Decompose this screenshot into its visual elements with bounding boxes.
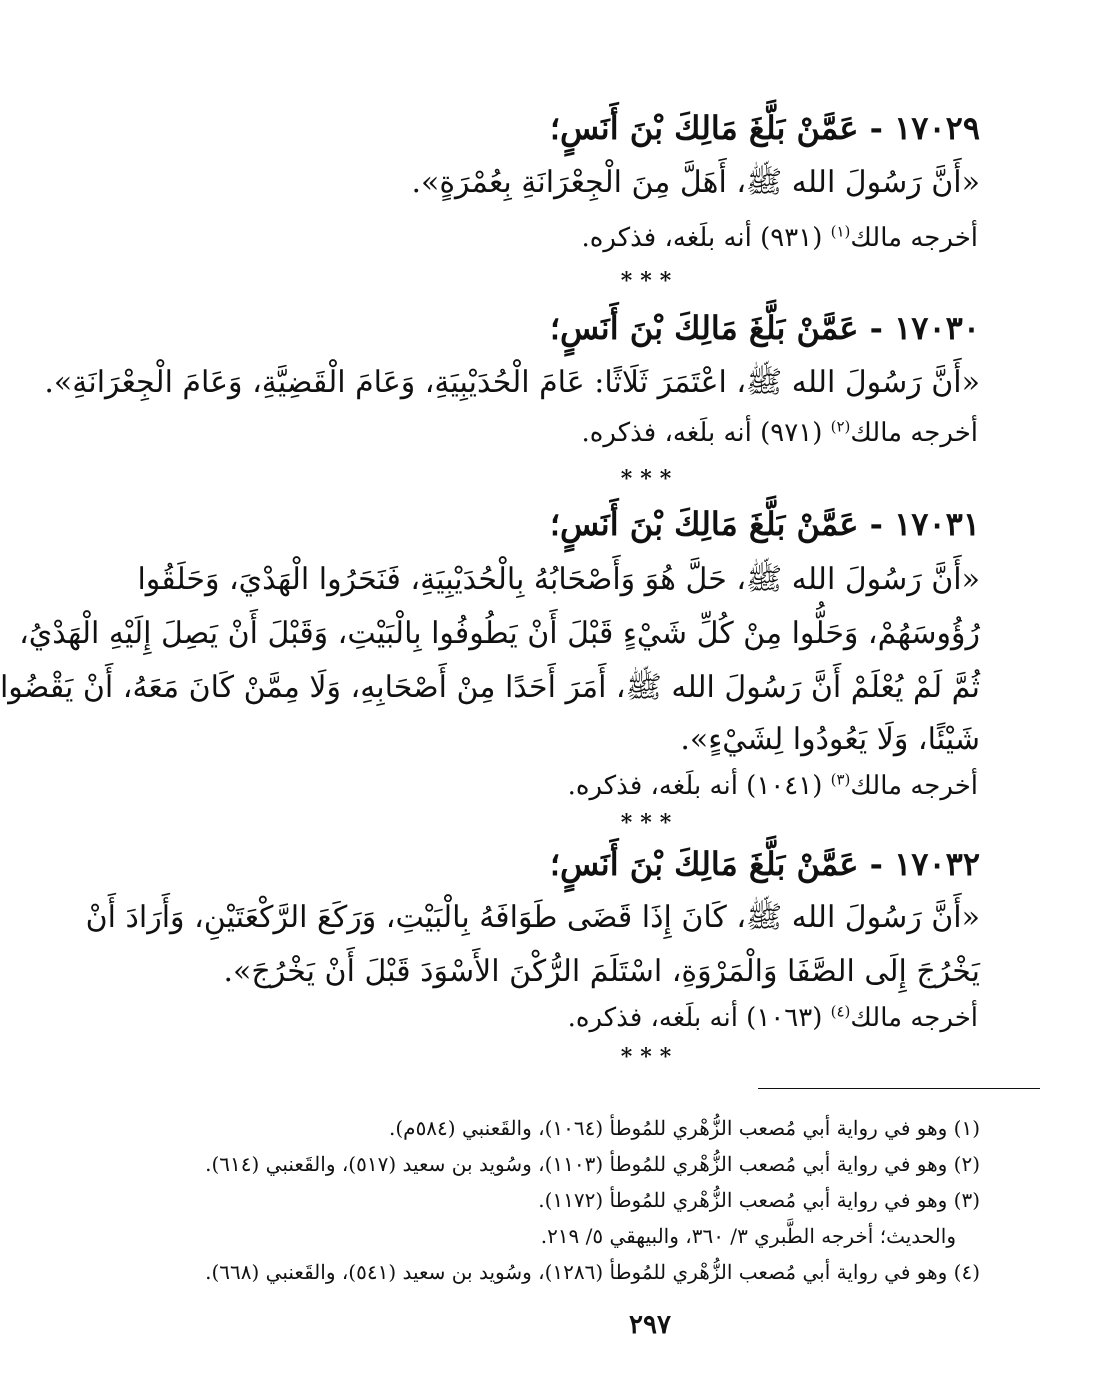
dash: -	[869, 845, 883, 883]
dash: -	[869, 505, 883, 543]
footnote: (٤) وهو في رواية أبي مُصعب الزُّهْري للمُوطأ (١٢٨٦)، وسُويد بن سعيد (٥٤١)، والقَعنبي (٦٦٨).	[205, 1260, 980, 1284]
hadith-text-line: رُؤُوسَهُمْ، وَحَلُّوا مِنْ كُلِّ شَيْءٍ قَبْلَ أَنْ يَطُوفُوا بِالْبَيْتِ، وَقَبْلَ أَنْ يَصِلَ إِلَيْهِ الْهَدْيُ،	[19, 616, 980, 651]
hadith-isnad: عَمَّنْ بَلَّغَ مَالِكَ بْنَ أَنَسٍ؛	[549, 309, 859, 347]
hadith-heading	[314, 300, 980, 356]
hadith-heading	[314, 100, 980, 156]
section-separator: ***	[620, 466, 680, 492]
source-prefix: أخرجه مالك	[850, 223, 978, 253]
footnote: والحديث؛ أخرجه الطَّبري ٣/ ٣٦٠، والبيهقي ٥/ ٢١٩.	[540, 1224, 956, 1248]
hadith-text-line: «أَنَّ رَسُولَ الله ﷺ، حَلَّ هُوَ وَأَصْحَابُهُ بِالْحُدَيْبِيَةِ، فَنَحَرُوا الْهَدْيَ، وَحَلَقُوا	[137, 562, 980, 597]
hadith-isnad: عَمَّنْ بَلَّغَ مَالِكَ بْنَ أَنَسٍ؛	[549, 845, 859, 883]
hadith-number: ١٧٠٣٠	[894, 309, 980, 347]
source-prefix: أخرجه مالك	[850, 418, 978, 448]
section-separator: ***	[620, 1044, 680, 1070]
footnote-ref: (٤)	[830, 1002, 851, 1021]
hadith-number: ١٧٠٣٢	[894, 845, 980, 883]
hadith-text-line: «أَنَّ رَسُولَ الله ﷺ، أَهَلَّ مِنَ الْجِعْرَانَةِ بِعُمْرَةٍ».	[411, 165, 980, 200]
footnote: (٢) وهو في رواية أبي مُصعب الزُّهْري للمُوطأ (١١٠٣)، وسُويد بن سعيد (٥١٧)، والقَعنبي (٦١٤).	[205, 1152, 980, 1176]
hadith-number: ١٧٠٢٩	[894, 109, 980, 147]
hadith-source	[314, 758, 978, 814]
source-prefix: أخرجه مالك	[850, 1003, 978, 1033]
footnote-divider	[758, 1088, 1040, 1089]
section-separator: ***	[620, 810, 680, 836]
hadith-source	[314, 405, 978, 461]
hadith-text-line: شَيْئًا، وَلَا يَعُودُوا لِشَيْءٍ».	[680, 722, 980, 757]
hadith-number: ١٧٠٣١	[894, 505, 980, 543]
source-suffix: (٩٣١) أنه بلَغه، فذكره.	[581, 223, 823, 253]
source-suffix: (١٠٦٣) أنه بلَغه، فذكره.	[567, 1003, 823, 1033]
footnote-ref: (١)	[830, 222, 851, 241]
hadith-text-line: «أَنَّ رَسُولَ الله ﷺ، اعْتَمَرَ ثَلَاثًا: عَامَ الْحُدَيْبِيَةِ، وَعَامَ الْقَضِيَّةِ، وَعَامَ الْجِعْرَانَةِ».	[44, 365, 980, 400]
footnote-ref: (٢)	[830, 417, 851, 436]
footnote: (٣) وهو في رواية أبي مُصعب الزُّهْري للمُوطأ (١١٧٢).	[538, 1188, 980, 1212]
hadith-text-line: «أَنَّ رَسُولَ الله ﷺ، كَانَ إِذَا قَضَى طَوَافَهُ بِالْبَيْتِ، وَرَكَعَ الرَّكْعَتَيْنِ، وَأَرَادَ أَنْ	[85, 900, 980, 935]
hadith-text-line: يَخْرُجَ إِلَى الصَّفَا وَالْمَرْوَةِ، اسْتَلَمَ الرُّكْنَ الأَسْوَدَ قَبْلَ أَنْ يَخْرُجَ».	[223, 954, 980, 989]
dash: -	[869, 109, 883, 147]
source-suffix: (٩٧١) أنه بلَغه، فذكره.	[581, 418, 823, 448]
hadith-source	[314, 210, 978, 266]
hadith-isnad: عَمَّنْ بَلَّغَ مَالِكَ بْنَ أَنَسٍ؛	[549, 109, 859, 147]
hadith-isnad: عَمَّنْ بَلَّغَ مَالِكَ بْنَ أَنَسٍ؛	[549, 505, 859, 543]
hadith-text-line: ثُمَّ لَمْ يُعْلَمْ أَنَّ رَسُولَ الله ﷺ، أَمَرَ أَحَدًا مِنْ أَصْحَابِهِ، وَلَا مِمَّنْ كَانَ مَعَهُ، أَنْ يَقْضُوا	[0, 670, 980, 705]
footnote-ref: (٣)	[830, 770, 851, 789]
dash: -	[869, 309, 883, 347]
section-separator: ***	[620, 268, 680, 294]
source-prefix: أخرجه مالك	[850, 771, 978, 801]
hadith-heading	[314, 836, 980, 892]
hadith-heading	[314, 496, 980, 552]
page-number: ٢٩٧	[629, 1310, 671, 1340]
footnote: (١) وهو في رواية أبي مُصعب الزُّهْري للمُوطأ (١٠٦٤)، والقَعنبي (٥٨٤م).	[389, 1116, 980, 1140]
source-suffix: (١٠٤١) أنه بلَغه، فذكره.	[567, 771, 823, 801]
hadith-source	[314, 990, 978, 1046]
